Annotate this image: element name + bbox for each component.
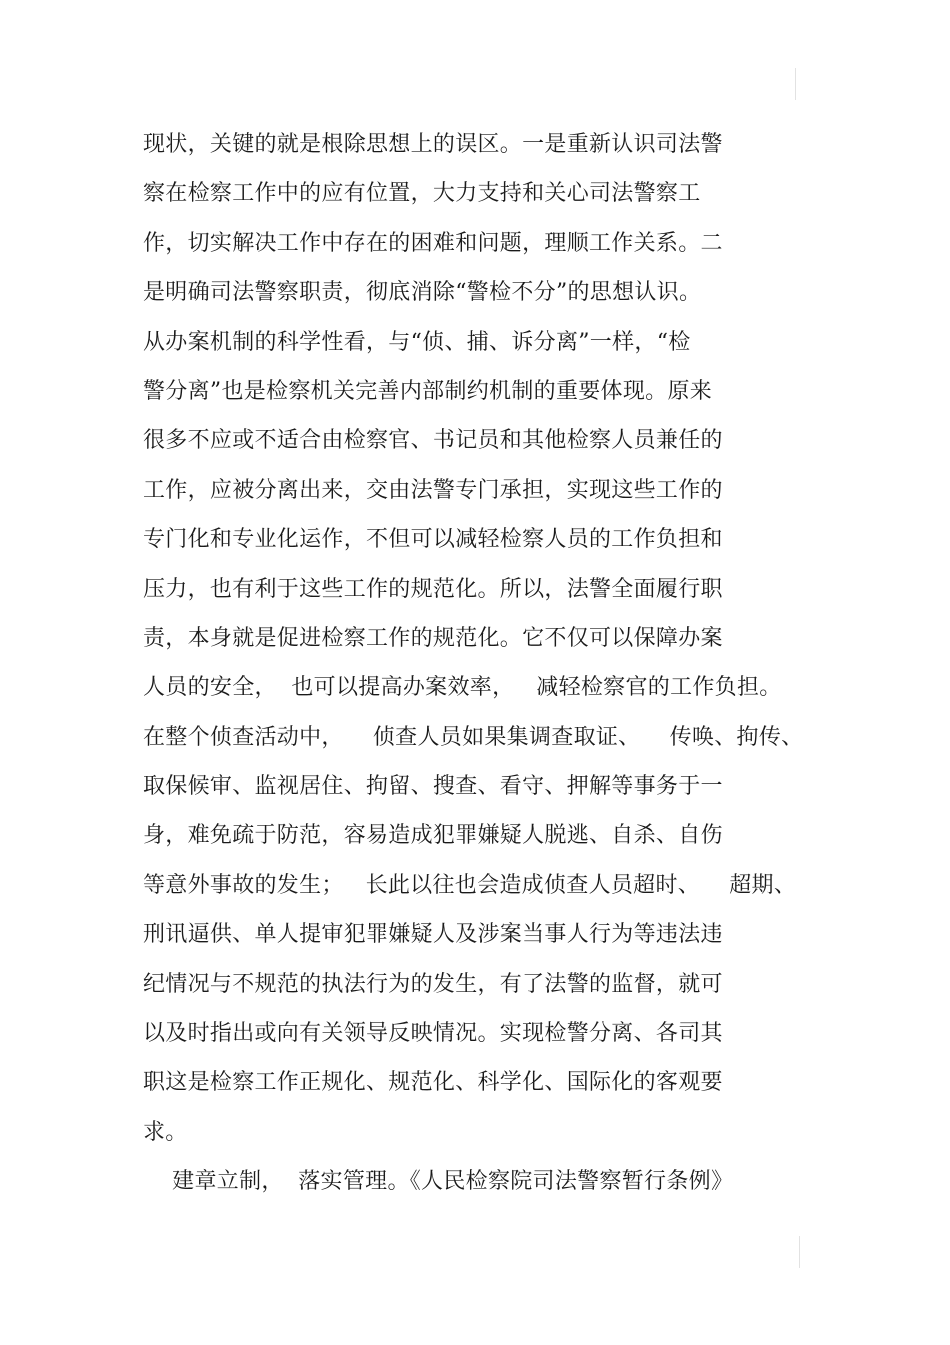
text-line: 是明确司法警察职责，彻底消除“警检不分”的思想认识。 [143,280,702,306]
text-line: 刑讯逼供、单人提审犯罪嫌疑人及涉案当事人行为等违法违 [143,922,723,948]
text-line: 身，难免疏于防范，容易造成犯罪嫌疑人脱逃、自杀、自伤 [143,823,723,849]
text-line: 现状，关键的就是根除思想上的误区。一是重新认识司法警 [143,132,723,157]
text-line: 以及时指出或向有关领导反映情况。实现检警分离、各司其 [143,1021,723,1047]
text-line: 建章立制， 落实管理。《人民检察院司法警察暂行条例》 [143,1169,734,1195]
text-line: 人员的安全， 也可以提高办案效率， 减轻检察官的工作负担。 [143,675,782,701]
text-line: 作，切实解决工作中存在的困难和问题，理顺工作关系。二 [143,230,723,256]
text-line: 很多不应或不适合由检察官、书记员和其他检察人员兼任的 [143,428,723,454]
text-line: 求。 [143,1119,188,1145]
text-line: 等意外事故的发生； 长此以往也会造成侦查人员超时、 超期、 [143,872,797,898]
document-body [143,120,843,1207]
page-corner-mark-bottom [799,1236,800,1268]
text-line: 取保候审、监视居住、拘留、搜查、看守、押解等事务于一 [143,774,723,800]
text-line: 专门化和专业化运作，不但可以减轻检察人员的工作负担和 [143,527,723,553]
text-line: 责，本身就是促进检察工作的规范化。它不仅可以保障办案 [143,625,723,651]
text-line: 职这是检察工作正规化、规范化、科学化、国际化的客观要 [143,1070,723,1096]
text-line: 压力，也有利于这些工作的规范化。所以，法警全面履行职 [143,576,723,602]
text-line: 警分离”也是检察机关完善内部制约机制的重要体现。原来 [143,378,713,404]
page-corner-mark-top [795,68,796,100]
text-line: 纪情况与不规范的执法行为的发生，有了法警的监督，就可 [143,971,723,997]
text-line: 在整个侦查活动中， 侦查人员如果集调查取证、 传唤、拘传、 [143,724,804,750]
text-line: 从办案机制的科学性看，与“侦、捕、诉分离”一样，“检 [143,329,691,355]
text-line: 察在检察工作中的应有位置，大力支持和关心司法警察工 [143,181,701,207]
text-line: 工作，应被分离出来，交由法警专门承担，实现这些工作的 [143,477,723,503]
